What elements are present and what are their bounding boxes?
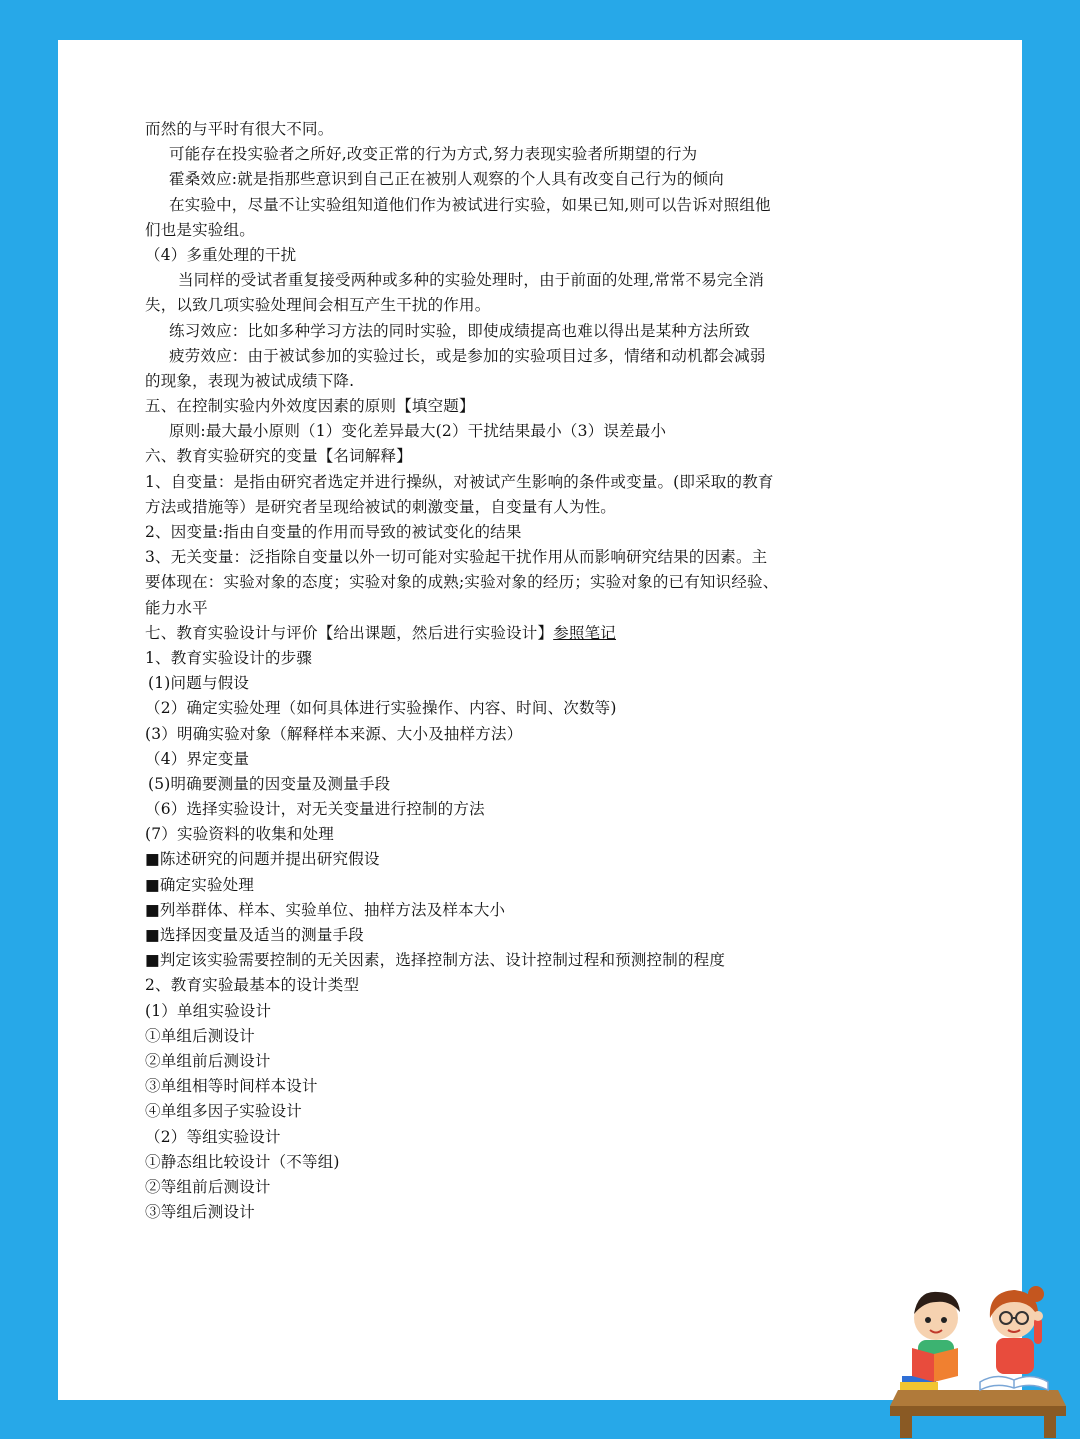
text-line: 当同样的受试者重复接受两种或多种的实验处理时，由于前面的处理,常常不易完全消 — [178, 271, 765, 290]
text-line: 能力水平 — [145, 598, 208, 617]
text-line: (3）明确实验对象（解释样本来源、大小及抽样方法） — [145, 724, 523, 743]
text-line: 在实验中，尽量不让实验组知道他们作为被试进行实验，如果已知,则可以告诉对照组他 — [169, 195, 771, 214]
text-line: 1、自变量：是指由研究者选定并进行操纵，对被试产生影响的条件或变量。(即采取的教育 — [145, 472, 774, 491]
text-line: 霍桑效应:就是指那些意识到自己正在被别人观察的个人具有改变自己行为的倾向 — [169, 170, 724, 189]
text-line: 2、因变量:指由自变量的作用而导致的被试变化的结果 — [145, 523, 522, 541]
text-line: 可能存在投实验者之所好,改变正常的行为方式,努力表现实验者所期望的行为 — [169, 145, 698, 164]
text-line: ■确定实验处理 — [145, 875, 255, 894]
text-line: ④单组多因子实验设计 — [145, 1102, 303, 1121]
text-line: ■判定该实验需要控制的无关因素，选择控制方法、设计控制过程和预测控制的程度 — [145, 951, 726, 970]
text-line: （4）多重处理的干扰 — [145, 245, 297, 264]
children-reading-illustration — [888, 1278, 1068, 1438]
text-line: 六、教育实验研究的变量【名词解释】 — [145, 447, 412, 466]
text-line: (1)问题与假设 — [148, 674, 250, 693]
reference-notes-link[interactable]: 参照笔记 — [553, 623, 617, 642]
text-line: 3、无关变量：泛指除自变量以外一切可能对实验起干扰作用从而影响研究结果的因素。主 — [145, 548, 768, 567]
text-line: 失，以致几项实验处理间会相互产生干扰的作用。 — [145, 296, 491, 315]
text-line: （2）确定实验处理（如何具体进行实验操作、内容、时间、次数等) — [145, 699, 617, 718]
text-line: ②单组前后测设计 — [145, 1051, 271, 1070]
text-line: （6）选择实验设计，对无关变量进行控制的方法 — [145, 800, 485, 819]
text-line: 2、教育实验最基本的设计类型 — [145, 976, 360, 995]
text-line: ②等组前后测设计 — [145, 1177, 271, 1196]
text-line: 1、教育实验设计的步骤 — [145, 648, 313, 667]
text-line: 而然的与平时有很大不同。 — [145, 120, 334, 138]
text-line: 五、在控制实验内外效度因素的原则【填空题】 — [145, 397, 475, 416]
document-body — [145, 117, 835, 1225]
text-line: 要体现在：实验对象的态度；实验对象的成熟;实验对象的经历；实验对象的已有知识经验、 — [145, 573, 779, 592]
text-line: (5)明确要测量的因变量及测量手段 — [148, 774, 391, 793]
text-line: ①单组后测设计 — [145, 1026, 255, 1045]
text-line: （2）等组实验设计 — [145, 1127, 281, 1146]
text-line: ■选择因变量及适当的测量手段 — [145, 926, 364, 944]
text-line: (1）单组实验设计 — [145, 1001, 272, 1020]
text-line: ■列举群体、样本、实验单位、抽样方法及样本大小 — [145, 900, 506, 919]
text-line: (7）实验资料的收集和处理 — [145, 825, 335, 844]
text-line: 的现象，表现为被试成绩下降. — [145, 371, 355, 390]
text-line: 七、教育实验设计与评价【给出课题，然后进行实验设计】参照笔记 — [145, 623, 617, 642]
text-line: 练习效应：比如多种学习方法的同时实验，即使成绩提高也难以得出是某种方法所致 — [169, 321, 750, 340]
text-line: 原则:最大最小原则（1）变化差异最大(2）干扰结果最小（3）误差最小 — [169, 422, 667, 441]
text-line: （4）界定变量 — [145, 749, 250, 768]
text-line: ③单组相等时间样本设计 — [145, 1077, 318, 1096]
text-line: 们也是实验组。 — [145, 220, 255, 239]
text-line: ③等组后测设计 — [145, 1203, 255, 1222]
text-line: ■陈述研究的问题并提出研究假设 — [145, 850, 380, 869]
text-line: ①静态组比较设计（不等组) — [145, 1152, 340, 1171]
text-line: 方法或措施等）是研究者呈现给被试的刺激变量，自变量有人为性。 — [145, 497, 617, 516]
text-line: 疲劳效应：由于被试参加的实验过长，或是参加的实验项目过多，情绪和动机都会减弱 — [169, 346, 766, 365]
